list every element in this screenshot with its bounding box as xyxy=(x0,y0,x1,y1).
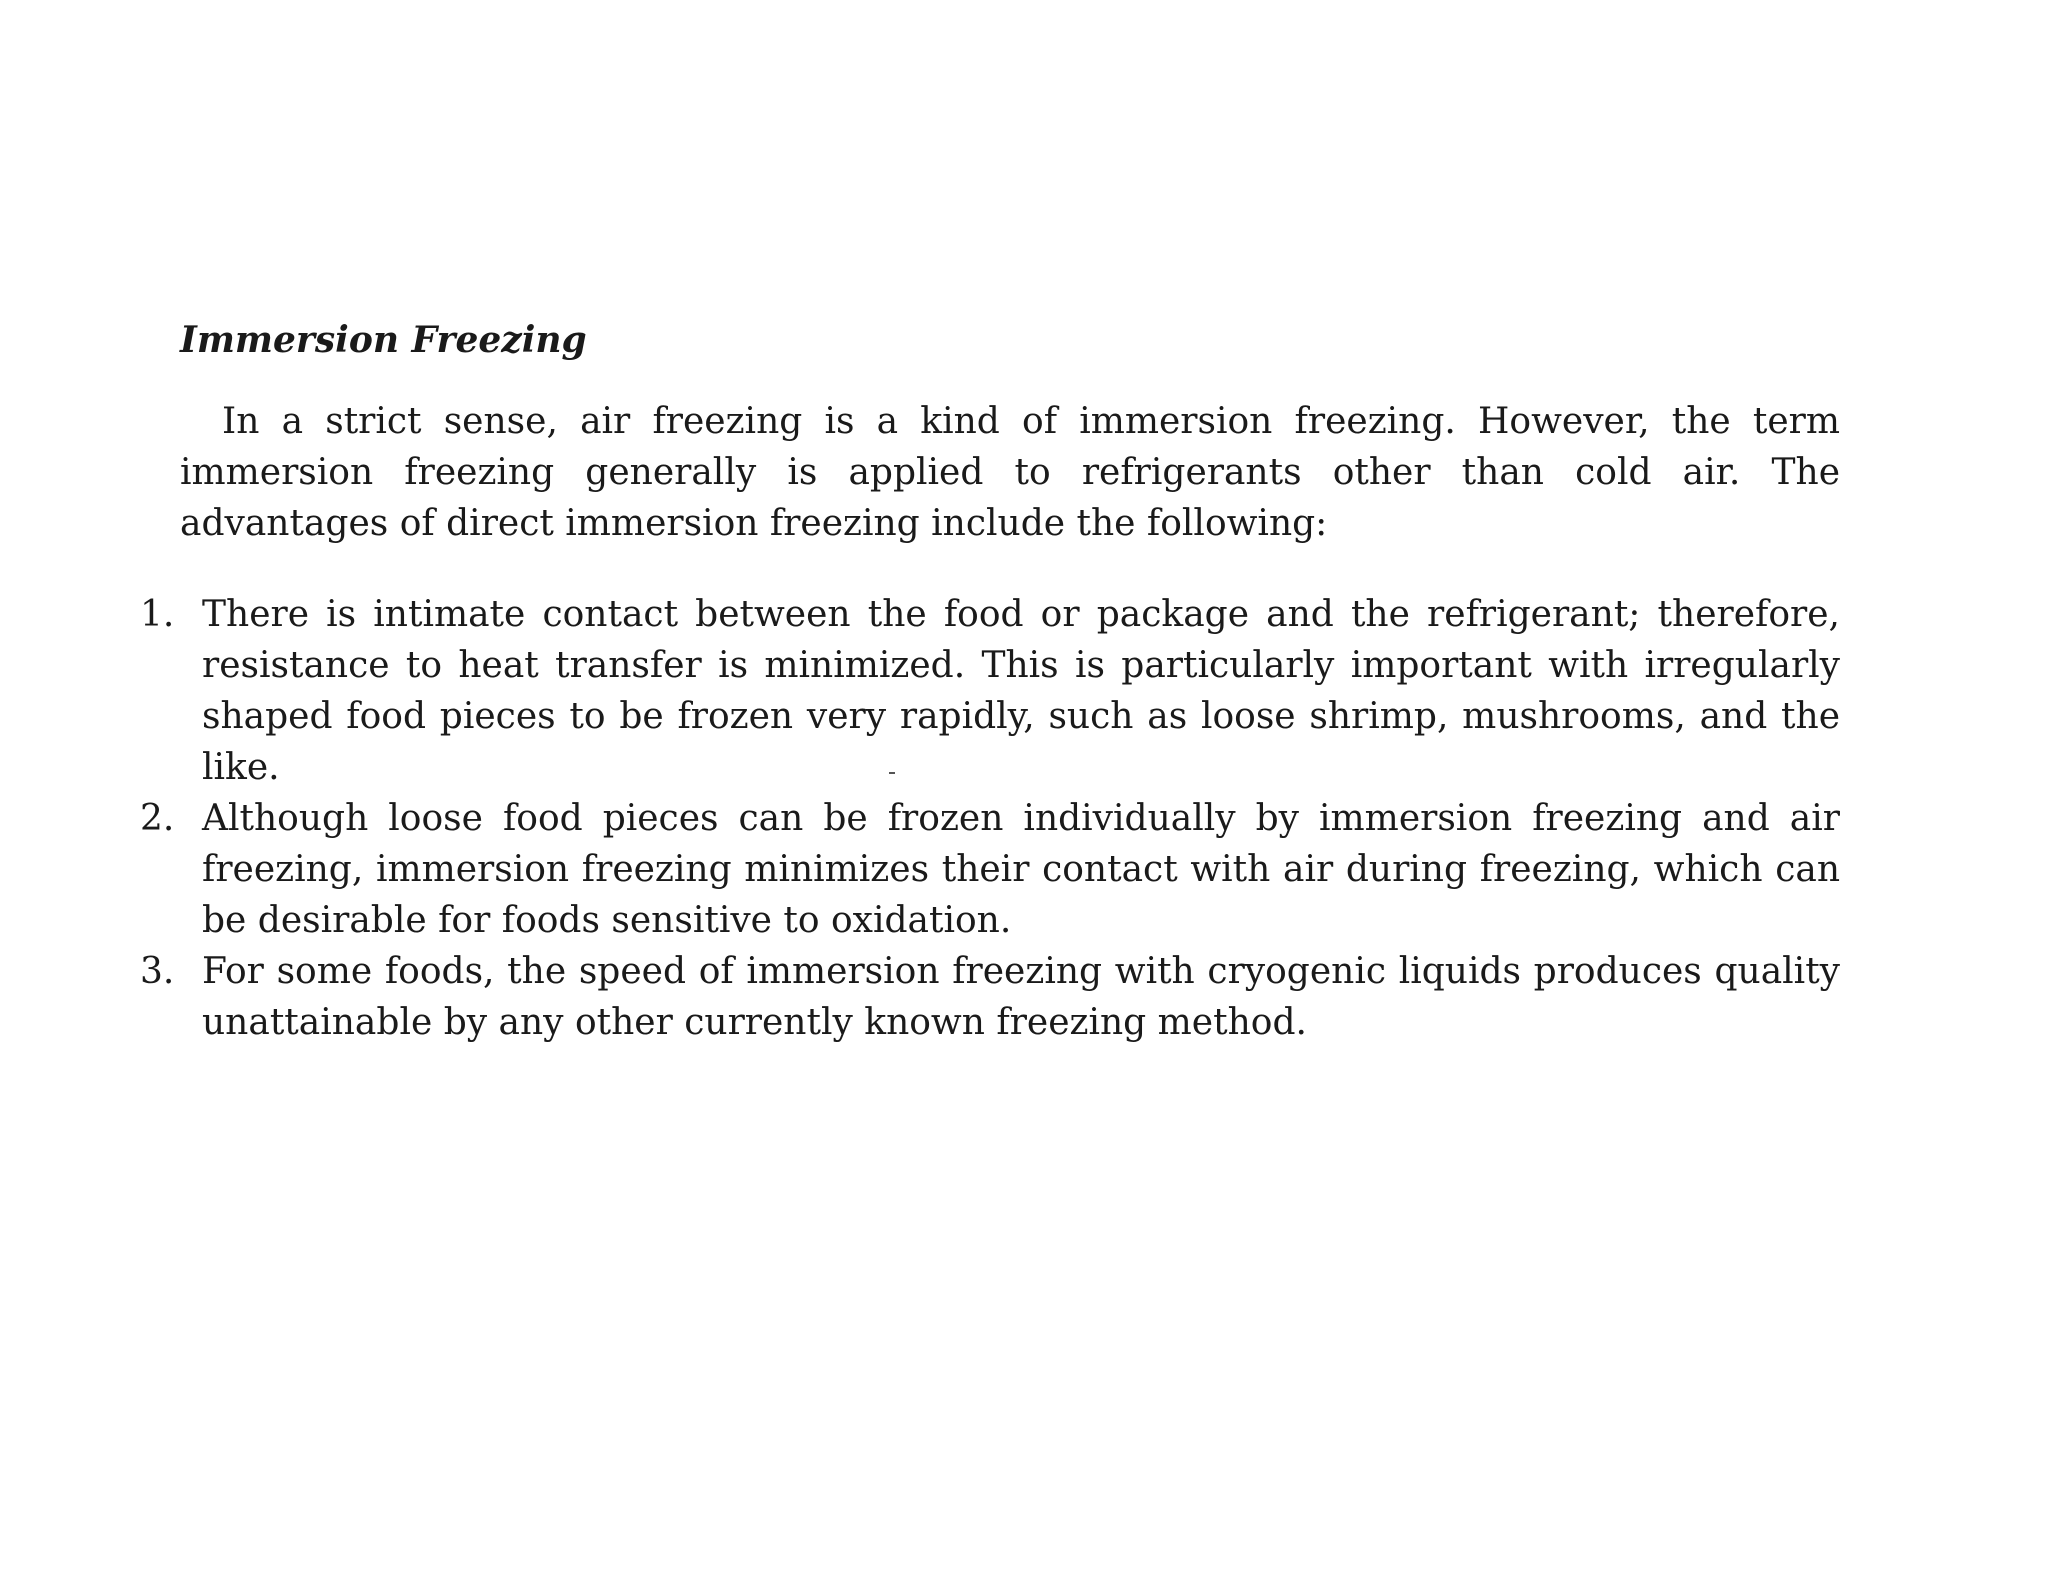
list-item xyxy=(140,946,1840,1048)
list-item-number: 1. xyxy=(140,594,175,635)
list-item xyxy=(140,589,1840,793)
list-item-text: There is intimate contact between the food or package and the refrigerant; therefore, resistance to heat transfer is minimized. This is particularly important with irregularly shaped food pieces to be frozen very rapidly, such as loose shrimp, mushrooms, and the like. xyxy=(202,594,1840,788)
advantages-list xyxy=(140,589,1840,1048)
list-item-number: 2. xyxy=(140,798,175,839)
section-content xyxy=(140,318,1840,1048)
section-heading: Immersion Freezing xyxy=(180,319,587,361)
scan-speck xyxy=(889,772,895,774)
intro-paragraph: In a strict sense, air freezing is a kind of immersion freezing. However, the term immersion freezing generally is applied to refrigerants other than cold air. The advantages of direct immersion freezing include the following: xyxy=(180,401,1840,544)
list-item-text: For some foods, the speed of immersion freezing with cryogenic liquids produces quality unattainable by any other currently known freezing method. xyxy=(202,951,1840,1043)
list-item xyxy=(140,793,1840,946)
list-item-number: 3. xyxy=(140,951,175,992)
list-item-text: Although loose food pieces can be frozen individually by immersion freezing and air freezing, immersion freezing minimizes their contact with air during freezing, which can be desirable for foods sensitive to oxidation. xyxy=(202,798,1840,941)
